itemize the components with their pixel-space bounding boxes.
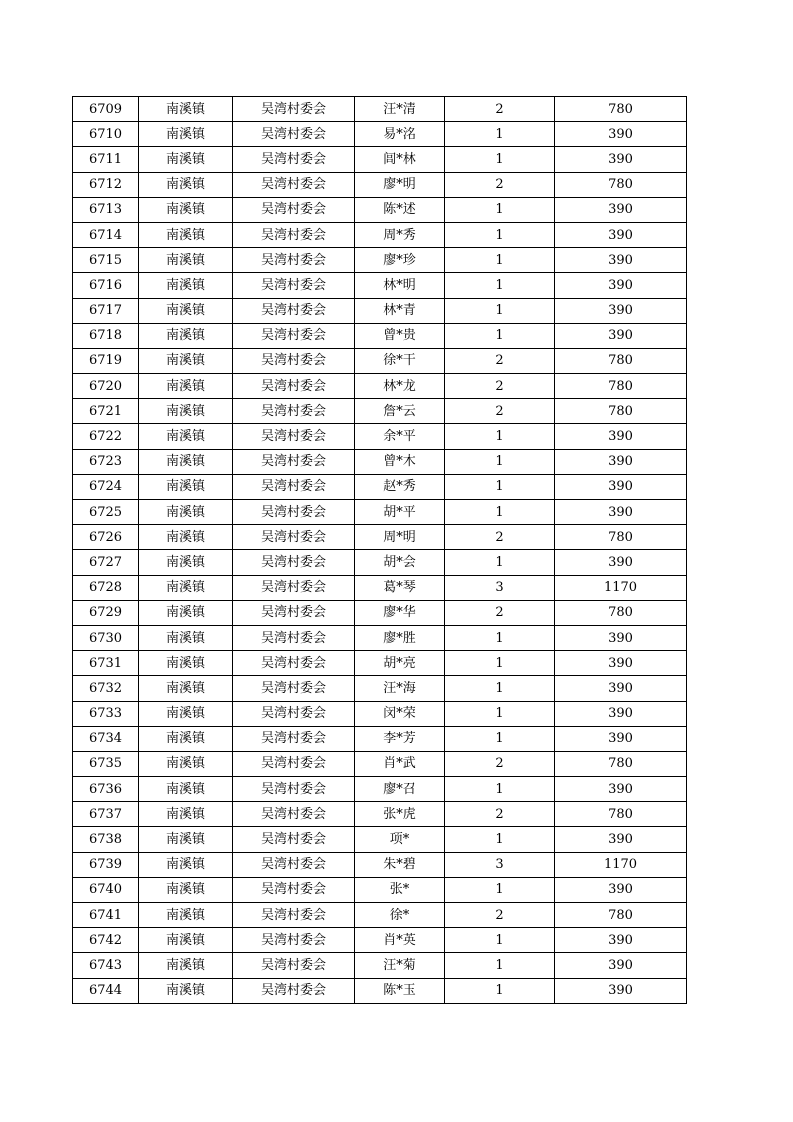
village-committee-cell: 吴湾村委会 — [233, 777, 355, 802]
town-cell: 南溪镇 — [139, 449, 233, 474]
village-committee-cell: 吴湾村委会 — [233, 172, 355, 197]
name-cell: 汪*清 — [355, 97, 445, 122]
name-cell: 林*青 — [355, 298, 445, 323]
table-row — [73, 701, 687, 726]
name-cell: 张*虎 — [355, 802, 445, 827]
town-cell: 南溪镇 — [139, 550, 233, 575]
serial-number-cell: 6744 — [73, 978, 139, 1003]
village-committee-cell: 吴湾村委会 — [233, 323, 355, 348]
table-row — [73, 751, 687, 776]
village-committee-cell: 吴湾村委会 — [233, 222, 355, 247]
village-committee-cell: 吴湾村委会 — [233, 374, 355, 399]
name-cell: 项* — [355, 827, 445, 852]
amount-cell: 390 — [555, 777, 687, 802]
serial-number-cell: 6726 — [73, 525, 139, 550]
name-cell: 陈*玉 — [355, 978, 445, 1003]
household-count-cell: 1 — [445, 273, 555, 298]
serial-number-cell: 6739 — [73, 852, 139, 877]
name-cell: 胡*亮 — [355, 651, 445, 676]
serial-number-cell: 6735 — [73, 751, 139, 776]
amount-cell: 390 — [555, 625, 687, 650]
amount-cell: 390 — [555, 978, 687, 1003]
amount-cell: 390 — [555, 877, 687, 902]
village-committee-cell: 吴湾村委会 — [233, 827, 355, 852]
table-row — [73, 298, 687, 323]
town-cell: 南溪镇 — [139, 575, 233, 600]
town-cell: 南溪镇 — [139, 928, 233, 953]
village-committee-cell: 吴湾村委会 — [233, 449, 355, 474]
village-committee-cell: 吴湾村委会 — [233, 600, 355, 625]
amount-cell: 390 — [555, 197, 687, 222]
serial-number-cell: 6718 — [73, 323, 139, 348]
household-count-cell: 1 — [445, 978, 555, 1003]
household-count-cell: 2 — [445, 399, 555, 424]
serial-number-cell: 6737 — [73, 802, 139, 827]
amount-cell: 390 — [555, 248, 687, 273]
village-committee-cell: 吴湾村委会 — [233, 273, 355, 298]
table-row — [73, 97, 687, 122]
town-cell: 南溪镇 — [139, 726, 233, 751]
amount-cell: 780 — [555, 525, 687, 550]
village-committee-cell: 吴湾村委会 — [233, 877, 355, 902]
household-count-cell: 3 — [445, 852, 555, 877]
name-cell: 廖*明 — [355, 172, 445, 197]
name-cell: 李*芳 — [355, 726, 445, 751]
village-committee-cell: 吴湾村委会 — [233, 978, 355, 1003]
household-count-cell: 2 — [445, 348, 555, 373]
household-count-cell: 1 — [445, 701, 555, 726]
town-cell: 南溪镇 — [139, 877, 233, 902]
table-row — [73, 550, 687, 575]
serial-number-cell: 6740 — [73, 877, 139, 902]
serial-number-cell: 6721 — [73, 399, 139, 424]
serial-number-cell: 6743 — [73, 953, 139, 978]
town-cell: 南溪镇 — [139, 197, 233, 222]
household-count-cell: 1 — [445, 625, 555, 650]
name-cell: 闾*林 — [355, 147, 445, 172]
household-count-cell: 1 — [445, 197, 555, 222]
name-cell: 汪*菊 — [355, 953, 445, 978]
household-count-cell: 2 — [445, 97, 555, 122]
town-cell: 南溪镇 — [139, 600, 233, 625]
village-committee-cell: 吴湾村委会 — [233, 97, 355, 122]
amount-cell: 390 — [555, 122, 687, 147]
table-row — [73, 323, 687, 348]
household-count-cell: 2 — [445, 751, 555, 776]
table-row — [73, 978, 687, 1003]
household-count-cell: 2 — [445, 600, 555, 625]
amount-cell: 390 — [555, 701, 687, 726]
town-cell: 南溪镇 — [139, 147, 233, 172]
table-row — [73, 827, 687, 852]
serial-number-cell: 6717 — [73, 298, 139, 323]
table-row — [73, 600, 687, 625]
town-cell: 南溪镇 — [139, 273, 233, 298]
name-cell: 曾*木 — [355, 449, 445, 474]
table-row — [73, 777, 687, 802]
table-row — [73, 802, 687, 827]
name-cell: 詹*云 — [355, 399, 445, 424]
household-count-cell: 1 — [445, 424, 555, 449]
village-committee-cell: 吴湾村委会 — [233, 147, 355, 172]
town-cell: 南溪镇 — [139, 500, 233, 525]
village-committee-cell: 吴湾村委会 — [233, 676, 355, 701]
name-cell: 胡*平 — [355, 500, 445, 525]
name-cell: 余*平 — [355, 424, 445, 449]
town-cell: 南溪镇 — [139, 222, 233, 247]
household-count-cell: 1 — [445, 147, 555, 172]
amount-cell: 780 — [555, 600, 687, 625]
amount-cell: 390 — [555, 147, 687, 172]
town-cell: 南溪镇 — [139, 348, 233, 373]
amount-cell: 390 — [555, 323, 687, 348]
town-cell: 南溪镇 — [139, 701, 233, 726]
village-committee-cell: 吴湾村委会 — [233, 852, 355, 877]
town-cell: 南溪镇 — [139, 802, 233, 827]
table-row — [73, 399, 687, 424]
serial-number-cell: 6710 — [73, 122, 139, 147]
table-row — [73, 474, 687, 499]
village-committee-cell: 吴湾村委会 — [233, 122, 355, 147]
name-cell: 廖*华 — [355, 600, 445, 625]
household-count-cell: 2 — [445, 903, 555, 928]
serial-number-cell: 6724 — [73, 474, 139, 499]
name-cell: 曾*贵 — [355, 323, 445, 348]
town-cell: 南溪镇 — [139, 525, 233, 550]
serial-number-cell: 6741 — [73, 903, 139, 928]
amount-cell: 390 — [555, 726, 687, 751]
serial-number-cell: 6731 — [73, 651, 139, 676]
household-count-cell: 1 — [445, 676, 555, 701]
town-cell: 南溪镇 — [139, 323, 233, 348]
village-committee-cell: 吴湾村委会 — [233, 575, 355, 600]
village-committee-cell: 吴湾村委会 — [233, 500, 355, 525]
name-cell: 周*秀 — [355, 222, 445, 247]
table-row — [73, 575, 687, 600]
serial-number-cell: 6719 — [73, 348, 139, 373]
village-committee-cell: 吴湾村委会 — [233, 701, 355, 726]
name-cell: 廖*召 — [355, 777, 445, 802]
table-row — [73, 651, 687, 676]
name-cell: 易*洺 — [355, 122, 445, 147]
amount-cell: 1170 — [555, 575, 687, 600]
name-cell: 林*明 — [355, 273, 445, 298]
table-row — [73, 903, 687, 928]
table-row — [73, 877, 687, 902]
table-row — [73, 147, 687, 172]
serial-number-cell: 6715 — [73, 248, 139, 273]
serial-number-cell: 6709 — [73, 97, 139, 122]
amount-cell: 780 — [555, 97, 687, 122]
amount-cell: 780 — [555, 802, 687, 827]
serial-number-cell: 6727 — [73, 550, 139, 575]
amount-cell: 390 — [555, 449, 687, 474]
town-cell: 南溪镇 — [139, 852, 233, 877]
amount-cell: 780 — [555, 903, 687, 928]
town-cell: 南溪镇 — [139, 298, 233, 323]
serial-number-cell: 6720 — [73, 374, 139, 399]
amount-cell: 390 — [555, 827, 687, 852]
village-committee-cell: 吴湾村委会 — [233, 298, 355, 323]
household-count-cell: 1 — [445, 248, 555, 273]
table-row — [73, 625, 687, 650]
serial-number-cell: 6742 — [73, 928, 139, 953]
village-committee-cell: 吴湾村委会 — [233, 651, 355, 676]
town-cell: 南溪镇 — [139, 651, 233, 676]
town-cell: 南溪镇 — [139, 474, 233, 499]
village-committee-cell: 吴湾村委会 — [233, 726, 355, 751]
name-cell: 朱*碧 — [355, 852, 445, 877]
town-cell: 南溪镇 — [139, 172, 233, 197]
village-committee-cell: 吴湾村委会 — [233, 525, 355, 550]
village-committee-cell: 吴湾村委会 — [233, 424, 355, 449]
town-cell: 南溪镇 — [139, 97, 233, 122]
table-row — [73, 928, 687, 953]
town-cell: 南溪镇 — [139, 122, 233, 147]
town-cell: 南溪镇 — [139, 978, 233, 1003]
name-cell: 葛*琴 — [355, 575, 445, 600]
table-row — [73, 222, 687, 247]
village-committee-cell: 吴湾村委会 — [233, 348, 355, 373]
serial-number-cell: 6716 — [73, 273, 139, 298]
household-count-cell: 3 — [445, 575, 555, 600]
amount-cell: 390 — [555, 651, 687, 676]
household-count-cell: 2 — [445, 374, 555, 399]
amount-cell: 390 — [555, 676, 687, 701]
name-cell: 肖*英 — [355, 928, 445, 953]
village-committee-cell: 吴湾村委会 — [233, 248, 355, 273]
amount-cell: 390 — [555, 222, 687, 247]
village-committee-cell: 吴湾村委会 — [233, 399, 355, 424]
serial-number-cell: 6714 — [73, 222, 139, 247]
village-committee-cell: 吴湾村委会 — [233, 474, 355, 499]
amount-cell: 390 — [555, 928, 687, 953]
name-cell: 廖*珍 — [355, 248, 445, 273]
serial-number-cell: 6730 — [73, 625, 139, 650]
table-row — [73, 273, 687, 298]
table-row — [73, 424, 687, 449]
table-row — [73, 500, 687, 525]
household-count-cell: 1 — [445, 726, 555, 751]
town-cell: 南溪镇 — [139, 827, 233, 852]
amount-cell: 390 — [555, 550, 687, 575]
amount-cell: 1170 — [555, 852, 687, 877]
name-cell: 闵*荣 — [355, 701, 445, 726]
amount-cell: 780 — [555, 172, 687, 197]
roster-table — [72, 96, 687, 1004]
household-count-cell: 1 — [445, 222, 555, 247]
amount-cell: 780 — [555, 374, 687, 399]
town-cell: 南溪镇 — [139, 751, 233, 776]
town-cell: 南溪镇 — [139, 903, 233, 928]
name-cell: 张* — [355, 877, 445, 902]
table-row — [73, 852, 687, 877]
amount-cell: 390 — [555, 953, 687, 978]
town-cell: 南溪镇 — [139, 399, 233, 424]
name-cell: 周*明 — [355, 525, 445, 550]
name-cell: 赵*秀 — [355, 474, 445, 499]
town-cell: 南溪镇 — [139, 953, 233, 978]
name-cell: 林*龙 — [355, 374, 445, 399]
name-cell: 汪*海 — [355, 676, 445, 701]
name-cell: 徐* — [355, 903, 445, 928]
amount-cell: 780 — [555, 399, 687, 424]
village-committee-cell: 吴湾村委会 — [233, 953, 355, 978]
village-committee-cell: 吴湾村委会 — [233, 625, 355, 650]
serial-number-cell: 6729 — [73, 600, 139, 625]
amount-cell: 390 — [555, 424, 687, 449]
table-row — [73, 374, 687, 399]
household-count-cell: 1 — [445, 500, 555, 525]
name-cell: 陈*述 — [355, 197, 445, 222]
table-row — [73, 449, 687, 474]
table-row — [73, 248, 687, 273]
household-count-cell: 1 — [445, 777, 555, 802]
name-cell: 廖*胜 — [355, 625, 445, 650]
serial-number-cell: 6734 — [73, 726, 139, 751]
name-cell: 胡*会 — [355, 550, 445, 575]
name-cell: 肖*武 — [355, 751, 445, 776]
serial-number-cell: 6736 — [73, 777, 139, 802]
town-cell: 南溪镇 — [139, 625, 233, 650]
serial-number-cell: 6713 — [73, 197, 139, 222]
village-committee-cell: 吴湾村委会 — [233, 928, 355, 953]
table-row — [73, 197, 687, 222]
amount-cell: 780 — [555, 348, 687, 373]
town-cell: 南溪镇 — [139, 374, 233, 399]
household-count-cell: 1 — [445, 651, 555, 676]
serial-number-cell: 6728 — [73, 575, 139, 600]
town-cell: 南溪镇 — [139, 676, 233, 701]
serial-number-cell: 6733 — [73, 701, 139, 726]
household-count-cell: 1 — [445, 550, 555, 575]
serial-number-cell: 6725 — [73, 500, 139, 525]
village-committee-cell: 吴湾村委会 — [233, 751, 355, 776]
village-committee-cell: 吴湾村委会 — [233, 550, 355, 575]
village-committee-cell: 吴湾村委会 — [233, 802, 355, 827]
serial-number-cell: 6712 — [73, 172, 139, 197]
table-row — [73, 676, 687, 701]
roster-table-body — [73, 97, 687, 1004]
town-cell: 南溪镇 — [139, 424, 233, 449]
household-count-cell: 1 — [445, 953, 555, 978]
table-row — [73, 348, 687, 373]
serial-number-cell: 6723 — [73, 449, 139, 474]
village-committee-cell: 吴湾村委会 — [233, 903, 355, 928]
name-cell: 徐*干 — [355, 348, 445, 373]
table-row — [73, 525, 687, 550]
table-row — [73, 726, 687, 751]
amount-cell: 780 — [555, 751, 687, 776]
serial-number-cell: 6738 — [73, 827, 139, 852]
table-row — [73, 953, 687, 978]
household-count-cell: 1 — [445, 928, 555, 953]
household-count-cell: 2 — [445, 172, 555, 197]
household-count-cell: 1 — [445, 323, 555, 348]
table-row — [73, 122, 687, 147]
town-cell: 南溪镇 — [139, 777, 233, 802]
household-count-cell: 1 — [445, 877, 555, 902]
household-count-cell: 1 — [445, 298, 555, 323]
amount-cell: 390 — [555, 500, 687, 525]
household-count-cell: 2 — [445, 525, 555, 550]
household-count-cell: 2 — [445, 802, 555, 827]
town-cell: 南溪镇 — [139, 248, 233, 273]
household-count-cell: 1 — [445, 827, 555, 852]
serial-number-cell: 6732 — [73, 676, 139, 701]
village-committee-cell: 吴湾村委会 — [233, 197, 355, 222]
amount-cell: 390 — [555, 298, 687, 323]
household-count-cell: 1 — [445, 474, 555, 499]
amount-cell: 390 — [555, 273, 687, 298]
household-count-cell: 1 — [445, 122, 555, 147]
household-count-cell: 1 — [445, 449, 555, 474]
table-row — [73, 172, 687, 197]
serial-number-cell: 6711 — [73, 147, 139, 172]
amount-cell: 390 — [555, 474, 687, 499]
serial-number-cell: 6722 — [73, 424, 139, 449]
